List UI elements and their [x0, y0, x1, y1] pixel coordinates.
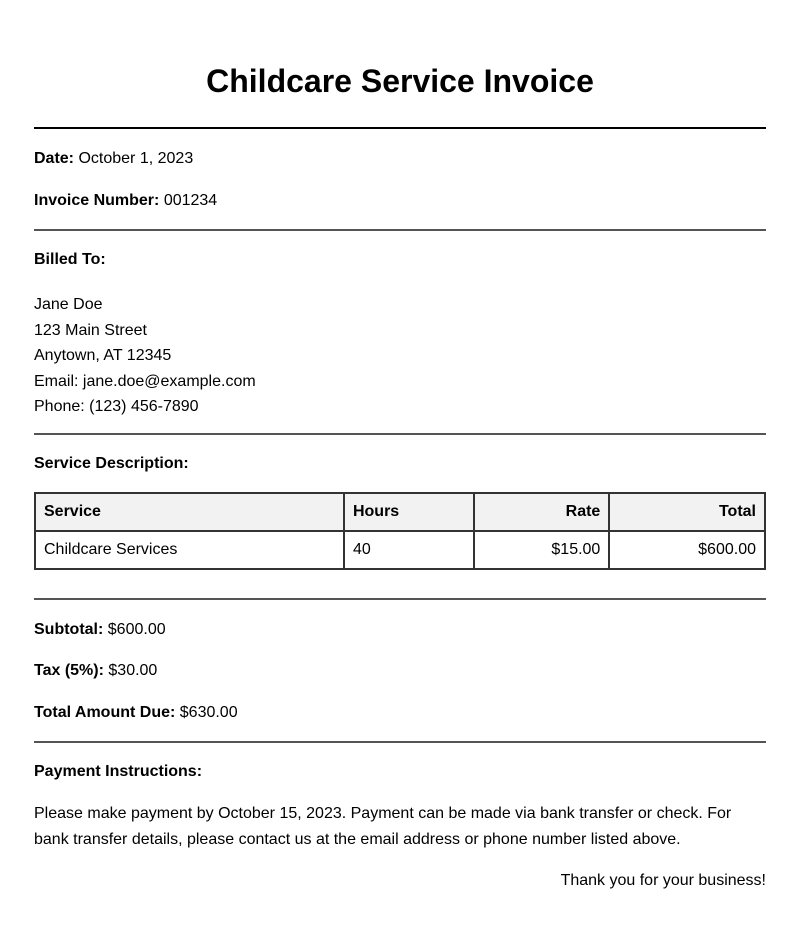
- payment-instructions-text: Please make payment by October 15, 2023. Payment can be made via bank transfer or check. For bank transfer details, please contact us at the email address or phone number listed above.: [34, 805, 732, 848]
- column-header-hours: Hours: [344, 493, 474, 531]
- table-divider: [34, 598, 766, 600]
- column-header-service: Service: [35, 493, 344, 531]
- cell-service: Childcare Services: [35, 531, 344, 569]
- payment-instructions-heading: [34, 762, 202, 782]
- cell-total: $600.00: [609, 531, 765, 569]
- title-divider: [34, 127, 766, 129]
- client-phone: Phone: (123) 456-7890: [34, 398, 199, 416]
- billed-to-address: [34, 292, 256, 420]
- cell-rate: $15.00: [474, 531, 610, 569]
- invoice-title: Childcare Service Invoice: [206, 63, 594, 99]
- tax-line: [34, 661, 157, 681]
- subtotal-line: [34, 620, 166, 640]
- table-row: [35, 531, 765, 569]
- date-label: Date:: [34, 150, 75, 167]
- cell-hours: 40: [344, 531, 474, 569]
- invoice-date: [34, 149, 193, 169]
- client-email: Email: jane.doe@example.com: [34, 372, 256, 390]
- subtotal-value: $600.00: [107, 621, 166, 638]
- client-street: 123 Main Street: [34, 321, 147, 339]
- invoice-number: [34, 191, 217, 211]
- subtotal-label: Subtotal:: [34, 621, 104, 638]
- payment-instructions-label: Payment Instructions:: [34, 763, 203, 780]
- thank-you-note: Thank you for your business!: [560, 872, 766, 889]
- total-due-line: [34, 703, 238, 723]
- billed-to-heading: [34, 250, 106, 270]
- total-due-value: $630.00: [179, 704, 238, 721]
- totals-divider: [34, 741, 766, 743]
- tax-label: Tax (5%):: [34, 662, 104, 679]
- billing-divider: [34, 433, 766, 435]
- header-divider: [34, 229, 766, 231]
- tax-value: $30.00: [108, 662, 158, 679]
- invoice-number-label: Invoice Number:: [34, 192, 160, 209]
- column-header-total: Total: [609, 493, 765, 531]
- invoice-number-value: 001234: [163, 192, 218, 209]
- services-table: [34, 492, 766, 570]
- total-due-label: Total Amount Due:: [34, 704, 176, 721]
- client-name: Jane Doe: [34, 296, 103, 313]
- service-description-label: Service Description:: [34, 455, 189, 472]
- service-description-heading: [34, 454, 189, 474]
- date-value: October 1, 2023: [78, 150, 194, 167]
- column-header-rate: Rate: [474, 493, 610, 531]
- client-city: Anytown, AT 12345: [34, 347, 172, 365]
- table-header-row: [35, 493, 765, 531]
- billed-to-label: Billed To:: [34, 251, 106, 268]
